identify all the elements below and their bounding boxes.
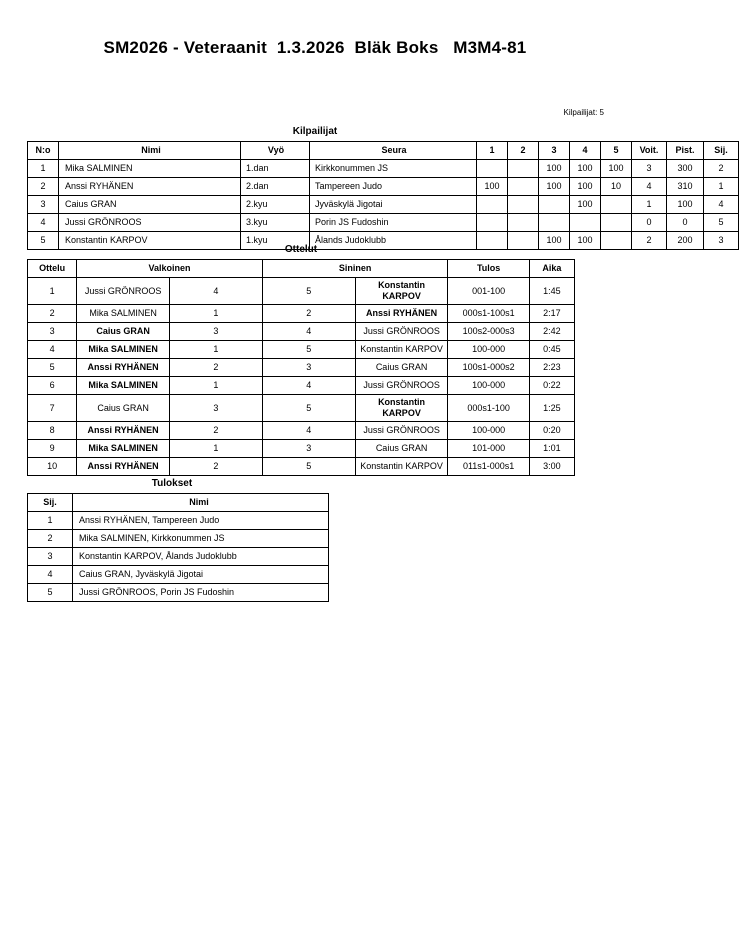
cell-rank: 3 xyxy=(28,548,73,566)
cell-time: 0:20 xyxy=(529,422,574,440)
cell-points: 0 xyxy=(667,214,704,232)
cell-rank: 2 xyxy=(28,530,73,548)
cell-no: 3 xyxy=(28,196,59,214)
cell-time: 1:01 xyxy=(529,440,574,458)
cell-match-no: 1 xyxy=(28,278,77,305)
table-row xyxy=(28,278,575,305)
table-row xyxy=(28,178,739,196)
cell-name: Jussi GRÖNROOS xyxy=(59,214,241,232)
column-header-round-2: 2 xyxy=(508,142,539,160)
cell-blue-name: Konstantin KARPOV xyxy=(355,278,448,305)
column-header-rank: Sij. xyxy=(28,494,73,512)
cell-wins: 0 xyxy=(632,214,667,232)
cell-club: Kirkkonummen JS xyxy=(310,160,477,178)
cell-result: 000s1-100s1 xyxy=(448,305,529,323)
cell-wins: 1 xyxy=(632,196,667,214)
cell-rank: 4 xyxy=(28,566,73,584)
cell-white-number: 3 xyxy=(170,395,263,422)
table-row xyxy=(28,584,329,602)
cell-white-name: Mika SALMINEN xyxy=(77,377,170,395)
cell-round-3: 100 xyxy=(539,160,570,178)
column-header-belt: Vyö xyxy=(241,142,310,160)
cell-wins: 4 xyxy=(632,178,667,196)
cell-round-2 xyxy=(508,196,539,214)
cell-blue-number: 2 xyxy=(262,305,355,323)
cell-time: 3:00 xyxy=(529,458,574,476)
cell-round-4: 100 xyxy=(570,232,601,250)
cell-time: 0:45 xyxy=(529,341,574,359)
cell-white-name: Mika SALMINEN xyxy=(77,305,170,323)
cell-blue-name: Konstantin KARPOV xyxy=(355,341,448,359)
cell-round-4: 100 xyxy=(570,196,601,214)
column-header-name: Nimi xyxy=(73,494,329,512)
cell-blue-name: Jussi GRÖNROOS xyxy=(355,422,448,440)
cell-round-2 xyxy=(508,178,539,196)
cell-time: 1:45 xyxy=(529,278,574,305)
cell-name: Caius GRAN xyxy=(59,196,241,214)
cell-white-name: Caius GRAN xyxy=(77,323,170,341)
cell-white-number: 3 xyxy=(170,323,263,341)
table-row xyxy=(28,341,575,359)
cell-points: 100 xyxy=(667,196,704,214)
table-row xyxy=(28,458,575,476)
cell-result: 100s2-000s3 xyxy=(448,323,529,341)
cell-round-5: 10 xyxy=(601,178,632,196)
cell-result: 000s1-100 xyxy=(448,395,529,422)
cell-points: 200 xyxy=(667,232,704,250)
cell-white-name: Mika SALMINEN xyxy=(77,440,170,458)
cell-rank: 5 xyxy=(28,584,73,602)
column-header-rank: Sij. xyxy=(704,142,739,160)
cell-round-4: 100 xyxy=(570,160,601,178)
cell-match-no: 4 xyxy=(28,341,77,359)
cell-match-no: 3 xyxy=(28,323,77,341)
cell-blue-number: 4 xyxy=(262,422,355,440)
matches-table xyxy=(27,259,575,476)
cell-white-number: 2 xyxy=(170,359,263,377)
cell-blue-name: Jussi GRÖNROOS xyxy=(355,377,448,395)
competitor-count-label: Kilpailijat: 5 xyxy=(563,108,604,117)
cell-white-name: Mika SALMINEN xyxy=(77,341,170,359)
cell-belt: 2.kyu xyxy=(241,196,310,214)
cell-no: 2 xyxy=(28,178,59,196)
cell-name: Jussi GRÖNROOS, Porin JS Fudoshin xyxy=(73,584,329,602)
column-header-no: N:o xyxy=(28,142,59,160)
column-header-blue: Sininen xyxy=(262,260,448,278)
competitors-section xyxy=(27,126,728,250)
cell-result: 100-000 xyxy=(448,422,529,440)
cell-white-number: 4 xyxy=(170,278,263,305)
table-row xyxy=(28,305,575,323)
cell-match-no: 8 xyxy=(28,422,77,440)
cell-rank: 1 xyxy=(704,178,739,196)
cell-white-number: 1 xyxy=(170,377,263,395)
cell-blue-number: 3 xyxy=(262,440,355,458)
page-title: SM2026 - Veteraanit 1.3.2026 Bläk Boks M3M4-81 xyxy=(103,38,527,57)
table-row xyxy=(28,359,575,377)
cell-rank: 5 xyxy=(704,214,739,232)
cell-result: 011s1-000s1 xyxy=(448,458,529,476)
table-row xyxy=(28,548,329,566)
cell-name: Anssi RYHÄNEN, Tampereen Judo xyxy=(73,512,329,530)
cell-name: Mika SALMINEN, Kirkkonummen JS xyxy=(73,530,329,548)
matches-section xyxy=(27,244,575,476)
column-header-round-1: 1 xyxy=(477,142,508,160)
cell-round-2 xyxy=(508,160,539,178)
cell-time: 0:22 xyxy=(529,377,574,395)
cell-white-name: Anssi RYHÄNEN xyxy=(77,422,170,440)
results-section xyxy=(27,478,317,602)
cell-round-1 xyxy=(477,160,508,178)
cell-white-name: Jussi GRÖNROOS xyxy=(77,278,170,305)
cell-white-number: 1 xyxy=(170,305,263,323)
table-header-row xyxy=(28,260,575,278)
cell-match-no: 10 xyxy=(28,458,77,476)
column-header-wins: Voit. xyxy=(632,142,667,160)
cell-wins: 3 xyxy=(632,160,667,178)
cell-club: Jyväskylä Jigotai xyxy=(310,196,477,214)
cell-round-5: 100 xyxy=(601,160,632,178)
cell-round-1 xyxy=(477,196,508,214)
cell-club: Porin JS Fudoshin xyxy=(310,214,477,232)
cell-no: 4 xyxy=(28,214,59,232)
column-header-club: Seura xyxy=(310,142,477,160)
cell-white-name: Anssi RYHÄNEN xyxy=(77,359,170,377)
cell-rank: 1 xyxy=(28,512,73,530)
cell-name: Anssi RYHÄNEN xyxy=(59,178,241,196)
cell-result: 100s1-000s2 xyxy=(448,359,529,377)
cell-blue-number: 5 xyxy=(262,278,355,305)
cell-belt: 3.kyu xyxy=(241,214,310,232)
cell-round-1: 100 xyxy=(477,178,508,196)
cell-blue-number: 5 xyxy=(262,395,355,422)
cell-name: Konstantin KARPOV, Ålands Judoklubb xyxy=(73,548,329,566)
table-row xyxy=(28,214,739,232)
cell-match-no: 7 xyxy=(28,395,77,422)
cell-round-3: 100 xyxy=(539,178,570,196)
cell-white-number: 1 xyxy=(170,440,263,458)
table-row xyxy=(28,440,575,458)
cell-no: 1 xyxy=(28,160,59,178)
cell-blue-name: Konstantin KARPOV xyxy=(355,458,448,476)
cell-result: 100-000 xyxy=(448,341,529,359)
cell-white-name: Caius GRAN xyxy=(77,395,170,422)
cell-round-5 xyxy=(601,214,632,232)
cell-wins: 2 xyxy=(632,232,667,250)
cell-round-2 xyxy=(508,214,539,232)
cell-white-number: 2 xyxy=(170,458,263,476)
cell-round-5 xyxy=(601,196,632,214)
column-header-name: Nimi xyxy=(59,142,241,160)
column-header-round-5: 5 xyxy=(601,142,632,160)
table-row xyxy=(28,323,575,341)
cell-round-3: 100 xyxy=(539,232,570,250)
column-header-result: Tulos xyxy=(448,260,529,278)
table-row xyxy=(28,422,575,440)
table-row xyxy=(28,530,329,548)
cell-blue-number: 4 xyxy=(262,323,355,341)
cell-rank: 2 xyxy=(704,160,739,178)
cell-white-number: 1 xyxy=(170,341,263,359)
cell-match-no: 5 xyxy=(28,359,77,377)
cell-blue-name: Jussi GRÖNROOS xyxy=(355,323,448,341)
column-header-white: Valkoinen xyxy=(77,260,263,278)
document-page xyxy=(0,38,728,929)
cell-blue-name: Caius GRAN xyxy=(355,359,448,377)
cell-blue-number: 5 xyxy=(262,458,355,476)
cell-name: Mika SALMINEN xyxy=(59,160,241,178)
cell-rank: 4 xyxy=(704,196,739,214)
cell-name: Caius GRAN, Jyväskylä Jigotai xyxy=(73,566,329,584)
table-row xyxy=(28,160,739,178)
cell-points: 310 xyxy=(667,178,704,196)
cell-club: Ålands Judoklubb xyxy=(310,232,477,250)
table-row xyxy=(28,395,575,422)
table-row xyxy=(28,196,739,214)
table-row xyxy=(28,377,575,395)
cell-blue-number: 3 xyxy=(262,359,355,377)
cell-name: Konstantin KARPOV xyxy=(59,232,241,250)
column-header-points: Pist. xyxy=(667,142,704,160)
table-row xyxy=(28,566,329,584)
column-header-round-4: 4 xyxy=(570,142,601,160)
cell-round-1 xyxy=(477,214,508,232)
results-table xyxy=(27,493,329,602)
table-row xyxy=(28,512,329,530)
cell-blue-name: Anssi RYHÄNEN xyxy=(355,305,448,323)
cell-time: 1:25 xyxy=(529,395,574,422)
cell-white-name: Anssi RYHÄNEN xyxy=(77,458,170,476)
competitors-heading: Kilpailijat xyxy=(292,126,338,137)
cell-club: Tampereen Judo xyxy=(310,178,477,196)
cell-blue-number: 5 xyxy=(262,341,355,359)
column-header-time: Aika xyxy=(529,260,574,278)
cell-match-no: 2 xyxy=(28,305,77,323)
matches-heading: Ottelut xyxy=(284,244,318,255)
competitors-table xyxy=(27,141,739,250)
cell-result: 100-000 xyxy=(448,377,529,395)
cell-belt: 1.kyu xyxy=(241,232,310,250)
cell-round-5 xyxy=(601,232,632,250)
column-header-round-3: 3 xyxy=(539,142,570,160)
table-header-row xyxy=(28,142,739,160)
cell-match-no: 9 xyxy=(28,440,77,458)
cell-round-4: 100 xyxy=(570,178,601,196)
table-header-row xyxy=(28,494,329,512)
cell-belt: 2.dan xyxy=(241,178,310,196)
cell-belt: 1.dan xyxy=(241,160,310,178)
cell-blue-number: 4 xyxy=(262,377,355,395)
cell-result: 101-000 xyxy=(448,440,529,458)
results-heading: Tulokset xyxy=(151,478,193,489)
cell-time: 2:42 xyxy=(529,323,574,341)
cell-time: 2:23 xyxy=(529,359,574,377)
cell-round-4 xyxy=(570,214,601,232)
cell-round-3 xyxy=(539,214,570,232)
cell-time: 2:17 xyxy=(529,305,574,323)
cell-round-3 xyxy=(539,196,570,214)
cell-no: 5 xyxy=(28,232,59,250)
cell-rank: 3 xyxy=(704,232,739,250)
cell-result: 001-100 xyxy=(448,278,529,305)
cell-blue-name: Konstantin KARPOV xyxy=(355,395,448,422)
cell-match-no: 6 xyxy=(28,377,77,395)
cell-white-number: 2 xyxy=(170,422,263,440)
cell-blue-name: Caius GRAN xyxy=(355,440,448,458)
column-header-match-no: Ottelu xyxy=(28,260,77,278)
cell-points: 300 xyxy=(667,160,704,178)
